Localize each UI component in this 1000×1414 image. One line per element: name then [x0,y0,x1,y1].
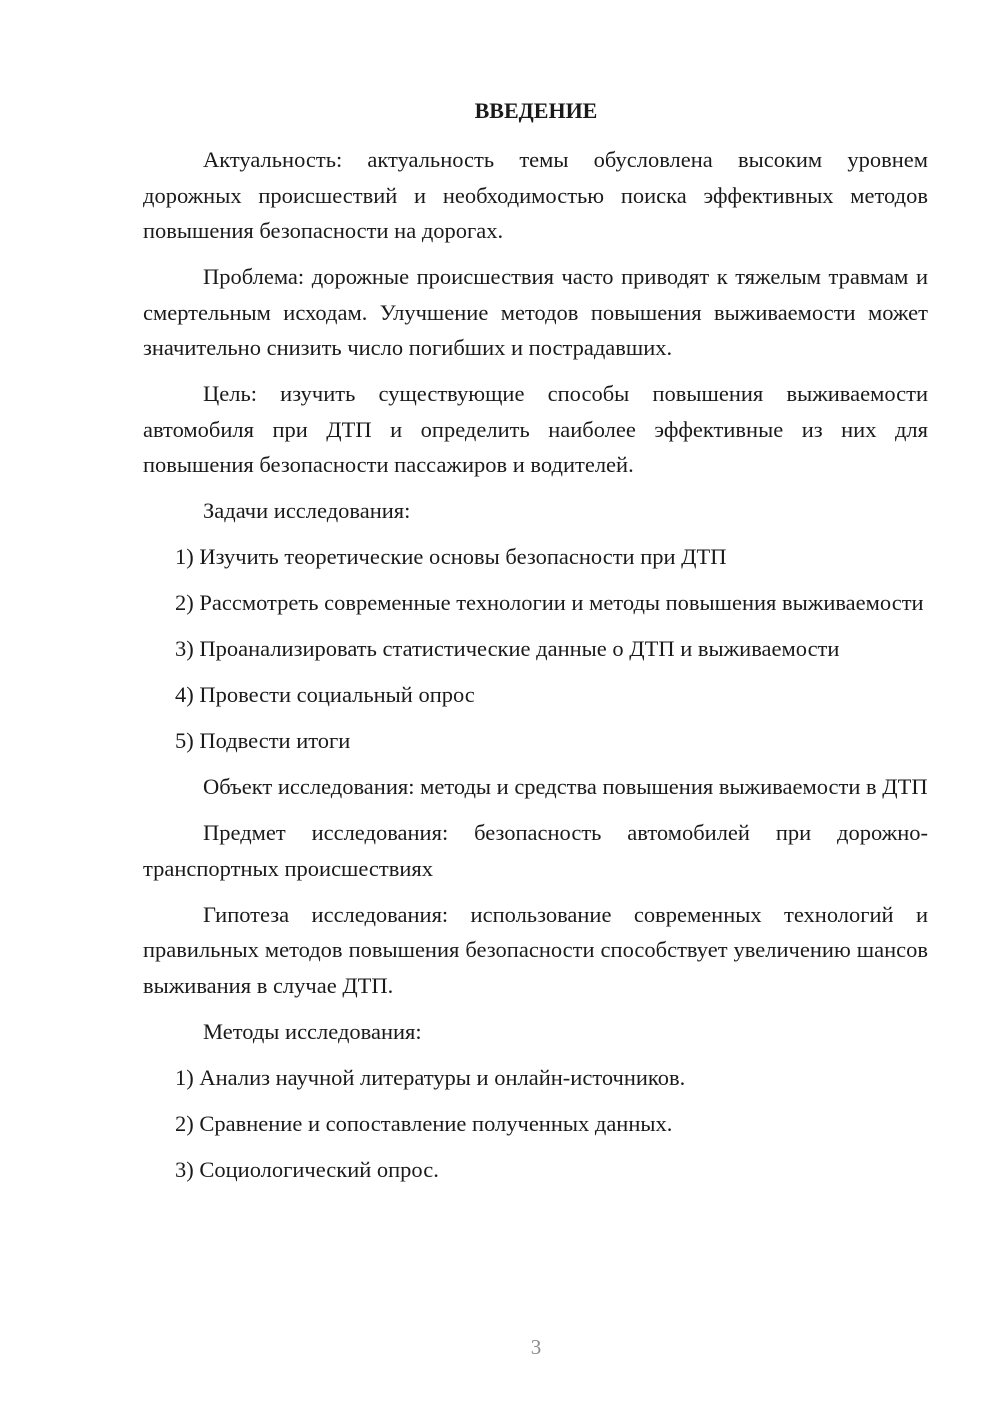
paragraph-subject: Предмет исследования: безопасность автомобилей при дорожно-транспортных происшествиях [143,820,928,881]
method-item: 3) Социологический опрос. [175,1156,439,1182]
task-item: 4) Провести социальный опрос [175,682,475,707]
page-title: ВВЕДЕНИЕ [474,98,598,123]
task-item: 2) Рассмотреть современные технологии и методы повышения выживаемости [175,590,924,615]
paragraph-hypothesis: Гипотеза исследования: использование современных технологий и правильных методов повышения безопасности способствует увеличению шансов выживания в случае ДТП. [143,901,928,998]
tasks-heading: Задачи исследования: [203,498,411,523]
method-item: 1) Анализ научной литературы и онлайн-источников. [175,1064,686,1090]
task-item: 3) Проанализировать статистические данные о ДТП и выживаемости [175,636,840,661]
paragraph-problem: Проблема: дорожные происшествия часто приводят к тяжелым травмам и смертельным исходам. Улучшение методов повышения выживаемости может значительно снизить число погибших и пострадавших. [143,264,928,360]
task-item: 5) Подвести итоги [175,728,351,753]
paragraph-object: Объект исследования: методы и средства повышения выживаемости в ДТП [203,774,928,799]
paragraph-goal: Цель: изучить существующие способы повышения выживаемости автомобиля при ДТП и определить наиболее эффективные из них для повышения безопасности пассажиров и водителей. [143,381,928,477]
methods-heading: Методы исследования: [203,1018,422,1044]
page-number: 3 [530,1335,542,1359]
task-item: 1) Изучить теоретические основы безопасности при ДТП [175,544,727,569]
method-item: 2) Сравнение и сопоставление полученных данных. [175,1110,673,1136]
page-content [143,142,928,1198]
paragraph-relevance: Актуальность: актуальность темы обусловлена высоким уровнем дорожных происшествий и необходимостью поиска эффективных методов повышения безопасности на дорогах. [143,147,928,243]
